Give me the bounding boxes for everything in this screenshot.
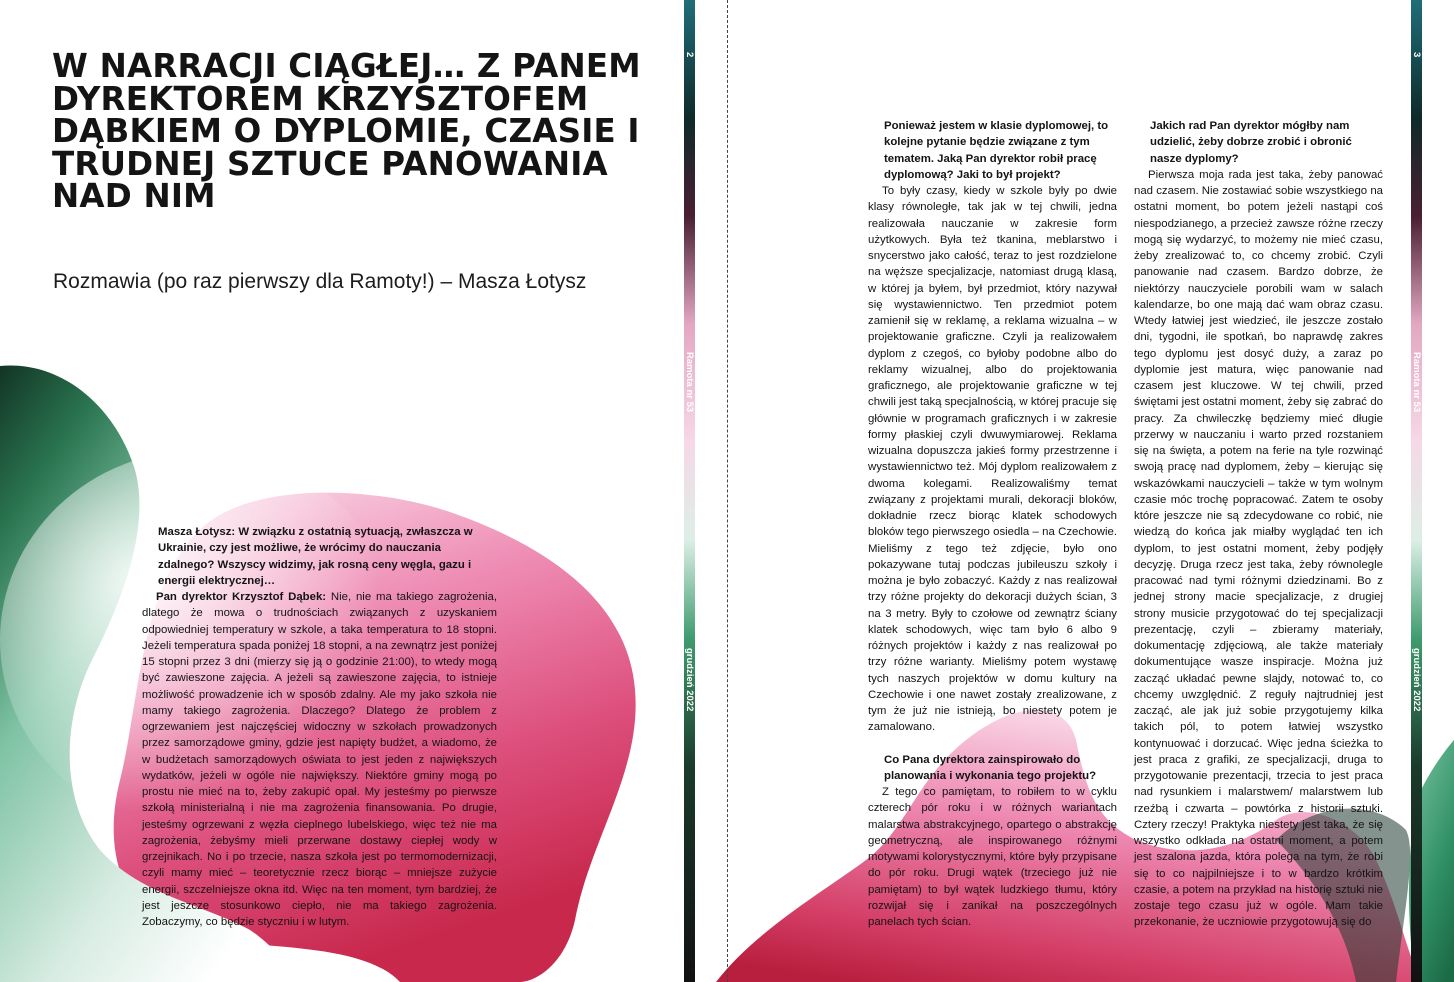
running-head-date: grudzień 2022 <box>1411 648 1422 712</box>
interview-answer: Pierwsza moja rada jest taka, żeby panować nad czasem. Nie zostawiać sobie wszystkiego na ostatni moment, bo potem jeżeli nastąpi coś niespodzianego, a przecież zawsze różne rzeczy mogą się wydarzyć, to możemy nie mieć czasu, żeby zrealizować to, co chcemy zrobić. Czyli panowanie nad czasem. Bardzo dobrze, że niektórzy nauczyciele porobili wam w salach kalendarze, bo one mają dać wam obraz czasu. Wtedy łatwiej jest wiedzieć, ile jeszcze zostało dni, tygodni, ile spotkań, bo naprawdę zakres tego dyplomu jest dosyć duży, a zaraz po dyplomie jest matura, więc panowanie nad czasem jest kluczowe. W tej chwili, przed świętami jest ostatni moment, żeby się zabrać do pracy. Za chwileczkę będziemy mieć długie przerwy w nauczaniu i warto przed rozstaniem się na święta, a potem na ferie na tyle rozwinąć swoją pracę nad dyplomem, żeby – kierując się wskazówkami nauczycieli – także w tym wolnym czasie móc trochę popracować. Zatem te osoby które jeszcze nie są zdecydowane co robić, nie wiedzą do końca jak miałby wyglądać ten ich dyplom, to jest ostatni moment, żeby podjęły decyzję. Druga rzecz jest taka, żeby równolegle pracować nad tymi różnymi dziedzinami. Bo z jednej strony macie specjalizacje, z drugiej strony musicie przygotować do tej specjalizacji prezentację, czyli – zbieramy materiały, dokumentację zdjęciową, ale także materiały dokumentujące wasze inspiracje. Można już zacząć układać pewne slajdy, notować to, co chcemy uwzględnić. Z reguły najtrudniej jest zacząć, ale jak już sobie przygotujemy kilka takich pól, to potem łatwiej wszystko kontynuować i dorzucać. Więc jedna ścieżka to jest praca z grafiki, ze specjalizacji, druga to przygotowanie prezentacji, trzecia to jest praca nad rysunkiem i malarstwem/ malarstwem lub rzeźbą i czwarta – powtórka z historii sztuki. Cztery rzeczy! Praktyka niestety jest taka, że się wszystko odkłada na ostatni moment, a potem jest szalona jazda, która polega na tym, że robi się to co najpilniejsze i to w bardzo krótkim czasie, a potem na przykład na historię sztuki nie zostaje tego czasu już w ogóle. Mam takie przekonanie, że uczniowie przygotowują się do <box>1134 168 1383 929</box>
interview-answer: Z tego co pamiętam, to robiłem to w cyklu czterech pór roku i w różnych wariantach malarstwa abstrakcyjnego, opartego o abstrakcję geometryczną, ale inspirowanego różnymi motywami kolorystycznymi, które były przypisane do pór roku. Drugi wątek (trzeciego już nie pamiętam) to był wątek ludzkiego tłumu, który rozwijał się i zanikał na poszczególnych panelach tych ścian. <box>868 786 1117 928</box>
speaker-name: Pan dyrektor Krzysztof Dąbek: <box>156 591 327 603</box>
answer-text: Nie, nie ma takiego zagrożenia, dlatego że mowa o trudnościach związanych z uzyskaniem odpowiedniej temperatury w szkole, a taka temperatura to 18 stopni. Jeżeli temperatura spada poniżej 18 stopni, a na zewnątrz jest poniżej 15 stopni przez 3 dni (mierzy się ją o godzinie 21:00), to wtedy mogą być zawieszone zajęcia. A jeżeli są zawieszone zajęcia, to istnieje możliwość prowadzenie ich w sposób zdalny. Ale my jako szkoła nie mamy takiego zagrożenia. Dlaczego? Dlatego że problem z ogrzewaniem jest najczęściej widoczny w szkołach prowadzonych przez samorządowe gminy, gdzie jest napięty budżet, a wiadomo, że w budżetach samorządowych oświata to jest jeden z największych wydatków, jeżeli w ogóle nie największy. Niektóre gminy mogą po prostu nie mieć na to, żeby zakupić opał. My jesteśmy po pierwsze szkołą ministerialną i nie ma zagrożenia finansowania. Po drugie, jesteśmy ogrzewani z węzła cieplnego lubelskiego, więc też nie ma zagrożenia, żebyśmy mieli przerwane dostawy ciepłej wody w grzejnikach. No i po trzecie, nasza szkoła jest po termomodernizacji, czyli mamy mieć – teoretycznie rzecz biorąc – mniejsze zużycie energii, szczelniejsze okna itd. Więc na ten moment, tym bardziej, że jest jeszcze stosunkowo ciepło, nie ma takiego zagrożenia. Zobaczymy, co będzie styczniu i w lutym. <box>142 591 497 928</box>
right-page <box>716 0 1454 982</box>
interview-question: Masza Łotysz: W związku z ostatnią sytuacją, zwłaszcza w Ukrainie, czy jest możliwe, że wrócimy do nauczania zdalnego? Wszyscy widzimy, jak rosną ceny węgla, gazu i energii elektrycznej… <box>158 526 473 587</box>
fold-line <box>727 0 728 982</box>
text-column-middle <box>868 118 1117 930</box>
right-spine-bar <box>1411 0 1422 982</box>
running-head-date: grudzień 2022 <box>684 648 695 712</box>
text-column-left <box>142 524 497 930</box>
running-head-magazine: Ramota nr 53 <box>684 352 695 413</box>
interview-answer <box>142 589 497 930</box>
interview-answer: To były czasy, kiedy w szkole były po dwie klasy równoległe, tak jak w tej chwili, jedna realizowała nauczanie w zakresie form użytkowych. Była też tkanina, meblarstwo i snycerstwo jako całość, teraz to jest rozdzielone na węższe specjalizacje, natomiast drugą klasą, w której ja byłem, był przedmiot, który nazywał się wystawiennictwo. Ten przedmiot potem zamienił się w reklamę, a reklama wizualna – w projektowanie graficzne. Czyli ja realizowałem dyplom z czegoś, co byłoby podobne albo do reklamy wizualnej, albo do projektowania graficznego, ale projektowanie graficzne w tej chwili jest taką specjalnością, w której pracuje się głównie w programach graficznych i w zakresie formy płaskiej czyli dwuwymiarowej. Reklama wizualna dopuszcza jakieś formy przestrzenne i wystawiennictwo też. Mój dyplom realizowałem z dwoma kolegami. Realizowaliśmy temat związany z projektami murali, dekoracji bloków, dokładnie rzecz biorąc klatek schodowych bloków tego pierwszego osiedla – na Czechowie. Mieliśmy z tego też zdjęcie, było ono pokazywane tutaj podczas jubileuszu szkoły i można je było zobaczyć. Każdy z nas realizował trzy różne projekty do dekoracji dużych ścian, 3 na 3 metry. Były to czołowe od zewnątrz ściany klatek schodowych, więc tam było 6 albo 9 różnych projektów i każdy z nas realizował po trzy różne warianty. Mieliśmy potem wystawę tych naszych projektów w domu kultury na Czechowie i one nawet zostały zrealizowane, z tym że już nie istnieją, bo niestety potem je zamalowano. <box>868 185 1117 734</box>
gutter <box>695 0 716 982</box>
left-page <box>0 0 684 982</box>
article-subtitle: Rozmawia (po raz pierwszy dla Ramoty!) – Masza Łotysz <box>53 270 587 293</box>
interview-question: Co Pana dyrektora zainspirowało do planowania i wykonania tego projektu? <box>884 753 1097 782</box>
interview-question: Ponieważ jestem w klasie dyplomowej, to kolejne pytanie będzie związane z tym tematem. Jaką Pan dyrektor robił pracę dyplomową? Jaki to był projekt? <box>884 120 1109 181</box>
page-number: 2 <box>684 52 695 58</box>
text-column-right <box>1134 118 1383 931</box>
page-number: 3 <box>1411 52 1422 58</box>
left-spine-bar <box>684 0 695 982</box>
running-head-magazine: Ramota nr 53 <box>1411 352 1422 413</box>
interview-question: Jakich rad Pan dyrektor mógłby nam udzielić, żeby dobrze zrobić i obronić nasze dyplomy? <box>1150 120 1352 165</box>
article-title: W NARRACJI CIĄGŁEJ… Z PANEM DYREKTOREM KRZYSZTOFEM DĄBKIEM O DYPLOMIE, CZASIE I TRUDNEJ SZTUCE PANOWANIA NAD NIM <box>52 47 641 216</box>
